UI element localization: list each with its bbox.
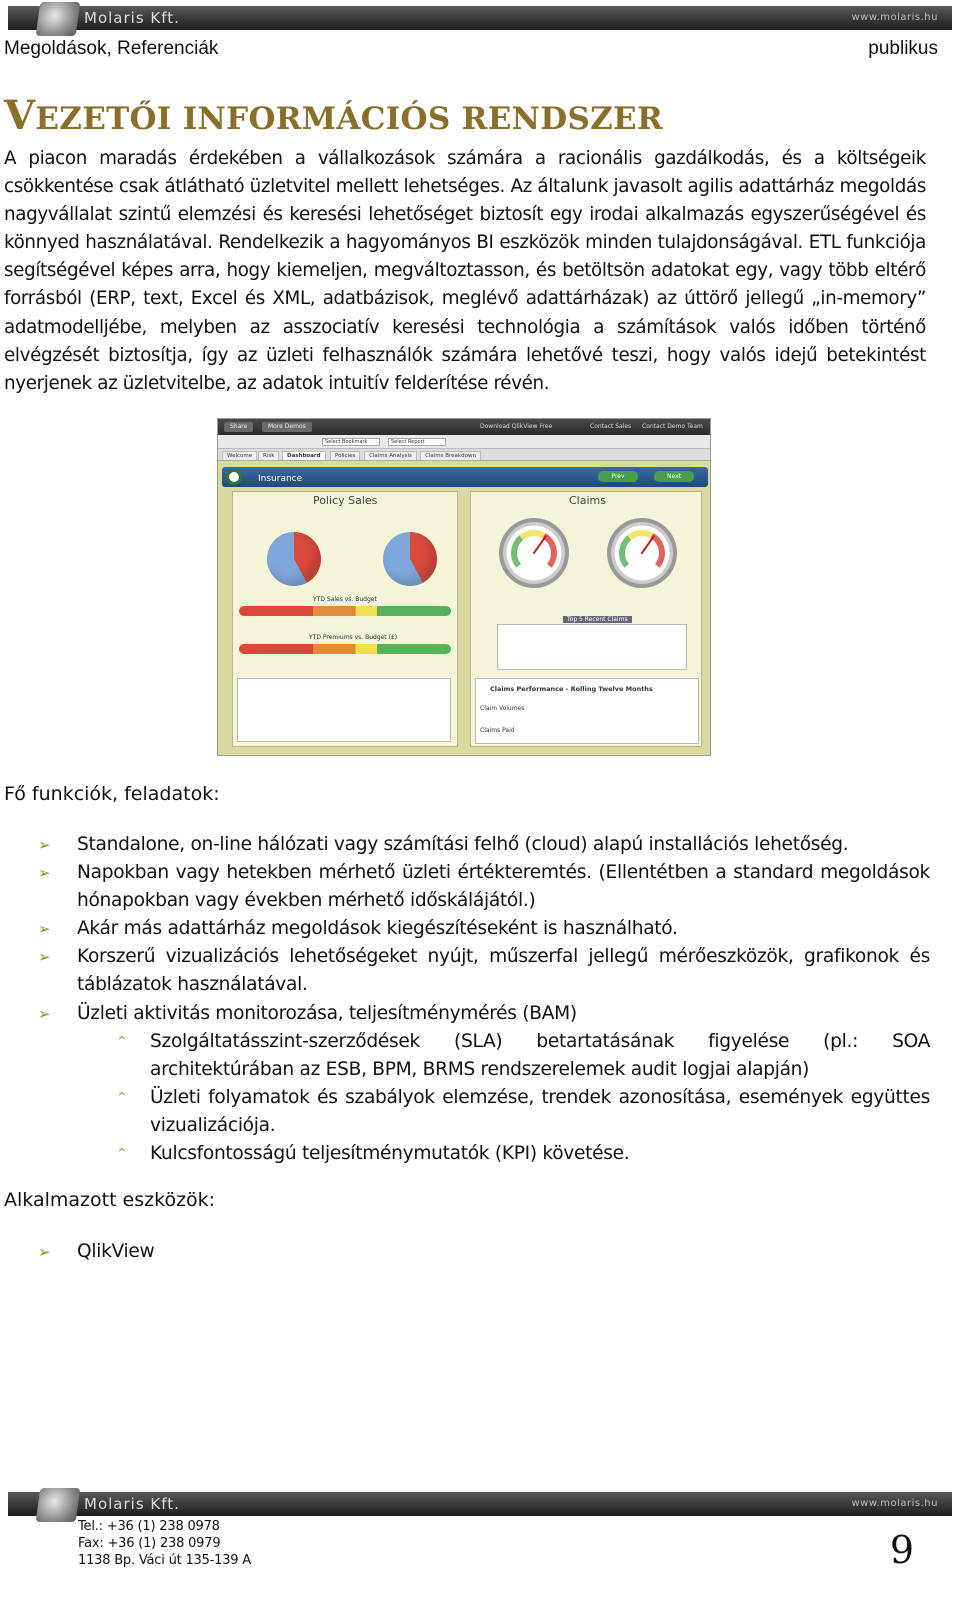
select-bookmark: Select Bookmark <box>322 438 380 446</box>
list-item-text: Korszerű vizualizációs lehetőségeket nyújt, műszerfal jellegű mérőeszközök, grafikonok és táblázatok használatával. <box>77 946 930 996</box>
functions-heading: Fő funkciók, feladatok: <box>4 783 220 805</box>
sub-list-item <box>0 1140 930 1168</box>
page-title <box>4 92 663 139</box>
tab-policies: Policies <box>330 451 360 460</box>
top5-claims-label: Top 5 Recent Claims <box>563 616 632 623</box>
product-table <box>237 678 451 742</box>
molaris-logo-icon <box>36 2 81 36</box>
tab-claims-analysis: Claims Analysis <box>364 451 417 460</box>
functions-list <box>0 831 930 1168</box>
footer-logo-text: Molaris Kft. <box>84 1495 180 1513</box>
arrow-bullet-icon: ➢ <box>38 836 51 854</box>
tab-risk: Risk <box>258 451 279 460</box>
footer-url[interactable]: www.molaris.hu <box>851 1498 938 1509</box>
arrow-bullet-icon: ➢ <box>38 1243 51 1261</box>
policy-sales-panel <box>232 491 458 747</box>
ytd-premiums-label: YTD Premiums vs. Budget (£) <box>309 634 398 641</box>
policy-sales-title: Policy Sales <box>313 494 378 507</box>
ytd-sales-bar <box>239 606 451 616</box>
list-item-text: QlikView <box>77 1241 155 1262</box>
policies-by-channel-pie <box>267 532 321 586</box>
tab-welcome: Welcome <box>222 451 257 460</box>
arrow-bullet-icon: ➢ <box>38 864 51 883</box>
intro-paragraph: A piacon maradás érdekében a vállalkozások számára a racionális gazdálkodás, és a költségeik csökkentése csak átlátható üzletvitel mellett lehetséges. Az általunk javasolt agilis adattárház megoldás nagyvállalat szintű elemzési és keresési lehetőséget biztosít egy irodai alkalmazás egyszerűségével és könnyed használatával. Rendelkezik a hagyományos BI eszközök minden tulajdonságával. ETL funkciója segítségével képes arra, hogy kiemeljen, megváltoztasson, és betöltsön adatokat egy, vagy több eltérő forrásból (ERP, text, Excel és XML, adatbázisok, meglévő adattárházak) az úttörő jellegű „in-memory” adatmodelljébe, melyben az asszociatív keresési technológia a számítások valós időben történő elvégzését biztosítja, így az üzleti felhasználók számára lehetővé teszi, hogy valós idejű betekintést nyerjenek az üzletvitelbe, az adatok intuitív felderítése révén. <box>4 148 926 394</box>
footer-address: 1138 Bp. Váci út 135-139 A <box>78 1553 252 1568</box>
dashboard-tabs <box>218 449 710 461</box>
policies-by-gender-pie <box>383 532 437 586</box>
claims-panel <box>470 491 702 747</box>
list-item-text: Akár más adattárház megoldások kiegészítéseként is használható. <box>77 918 678 940</box>
list-item-text: Üzleti aktivitás monitorozása, teljesítménymérés (BAM) <box>77 1002 577 1024</box>
header-classification: publikus <box>868 38 938 59</box>
arrow-bullet-icon: ➢ <box>38 948 51 967</box>
list-item <box>0 1238 930 1266</box>
caret-bullet-icon: ⌃ <box>116 1089 128 1106</box>
contact-demo-link: Contact Demo Team <box>642 423 703 430</box>
arrow-bullet-icon: ➢ <box>38 920 51 939</box>
sub-list-item <box>0 1084 930 1140</box>
list-item <box>0 831 930 859</box>
claims-performance-chart <box>475 678 699 744</box>
footer-fax: Fax: +36 (1) 238 0979 <box>78 1536 221 1551</box>
caret-bullet-icon: ⌃ <box>116 1033 128 1050</box>
arrow-bullet-icon: ➢ <box>38 1004 51 1023</box>
qlik-logo-icon <box>226 469 242 485</box>
footer-contact <box>78 1518 251 1569</box>
sub-list-item <box>0 1028 930 1084</box>
sub-list-item-text: Szolgáltatásszint-szerződések (SLA) betartatásának figyelése (pl.: SOA architektúrában az ESB, BPM, BRMS rendszerelemek audit logjai alapján) <box>150 1030 930 1080</box>
sub-list-item-text: Kulcsfontosságú teljesítménymutatók (KPI) követése. <box>150 1143 630 1165</box>
next-button: Next <box>654 471 694 482</box>
page-number: 9 <box>889 1528 914 1572</box>
list-item-text: Standalone, on-line hálózati vagy számítási felhő (cloud) alapú installációs lehetőség. <box>77 834 849 855</box>
contact-sales-link: Contact Sales <box>590 423 632 430</box>
header-url[interactable]: www.molaris.hu <box>851 12 938 23</box>
tools-heading: Alkalmazott eszközök: <box>4 1189 216 1211</box>
more-demos-button: More Demos <box>262 422 312 432</box>
sub-list-item-text: Üzleti folyamatok és szabályok elemzése, trendek azonosítása, események együttes vizualizációja. <box>150 1086 930 1136</box>
insurance-label: Insurance <box>258 474 303 484</box>
header-section-label: Megoldások, Referenciák <box>4 38 219 59</box>
tab-claims-breakdown: Claims Breakdown <box>420 451 481 460</box>
list-item <box>0 943 930 999</box>
molaris-logo-icon <box>36 1488 81 1522</box>
prev-button: Prev <box>598 471 638 482</box>
claims-paid-label: Claims Paid <box>480 727 515 734</box>
insurance-banner <box>222 467 708 487</box>
header-band <box>8 6 952 30</box>
footer-band <box>8 1492 952 1516</box>
dashboard-toolbar <box>218 435 710 449</box>
ytd-sales-label: YTD Sales vs. Budget <box>313 596 377 603</box>
title-rest: EZETŐI INFORMÁCIÓS RENDSZER <box>35 101 664 137</box>
list-item <box>0 915 930 943</box>
tools-list <box>0 1238 930 1266</box>
dashboard-topbar <box>218 419 710 435</box>
list-item <box>0 859 930 915</box>
qlikview-dashboard-image <box>217 418 711 756</box>
list-item-text: Napokban vagy hetekben mérhető üzleti értékteremtés. (Ellentétben a standard megoldások hónapokban vagy években mérhető időskálájától.) <box>77 862 930 912</box>
claims-paid-gauge <box>607 518 677 588</box>
top5-claims-table <box>497 624 687 670</box>
title-initial: V <box>4 92 36 139</box>
header-logo-text: Molaris Kft. <box>84 9 180 27</box>
select-report: Select Report <box>388 438 446 446</box>
claims-volume-gauge <box>499 518 569 588</box>
claim-volumes-label: Claim Volumes <box>480 705 525 712</box>
claims-title: Claims <box>569 494 606 507</box>
caret-bullet-icon: ⌃ <box>116 1146 128 1163</box>
tab-dashboard: Dashboard <box>282 451 326 460</box>
claims-performance-title: Claims Performance - Rolling Twelve Months <box>490 685 653 693</box>
download-link: Download QlikView Free <box>480 423 553 430</box>
list-item <box>0 1000 930 1028</box>
share-button: Share <box>224 422 253 432</box>
ytd-premiums-bar <box>239 644 451 654</box>
footer-tel: Tel.: +36 (1) 238 0978 <box>78 1519 220 1534</box>
